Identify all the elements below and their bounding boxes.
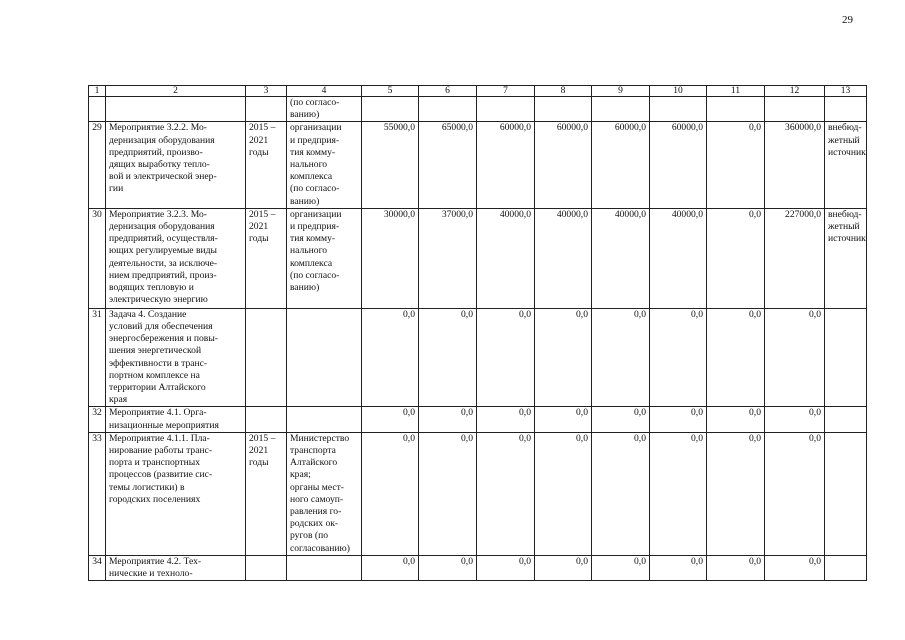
col-header: 1: [89, 86, 106, 97]
period-cell: [246, 432, 287, 555]
amount-cell: [535, 97, 592, 122]
row-number: 33: [89, 432, 106, 555]
text-line: дернизация оборудования: [109, 134, 215, 146]
text-line: источник: [828, 233, 866, 245]
col-header: 5: [362, 86, 419, 97]
amount-cell: 0,0: [765, 555, 825, 580]
row-number: 31: [89, 308, 106, 407]
text-line: комплекса: [290, 171, 333, 183]
text-line: края;: [290, 469, 311, 481]
text-line: ющих регулируемые виды: [109, 245, 217, 257]
measure-description: [106, 407, 246, 432]
amount-cell: 0,0: [419, 432, 477, 555]
funding-source-cell: [825, 555, 867, 580]
amount-cell: 0,0: [765, 432, 825, 555]
text-line: организации: [290, 122, 342, 134]
period-cell: [246, 208, 287, 308]
text-line: предприятий, произво-: [109, 146, 203, 158]
col-header: 3: [246, 86, 287, 97]
executor-cell: [287, 208, 362, 308]
text-line: низационные мероприятия: [109, 419, 219, 431]
amount-cell: 0,0: [362, 432, 419, 555]
col-header: 4: [287, 86, 362, 97]
text-line: Мероприятие 4.1.1. Пла-: [109, 432, 210, 444]
col-header: 10: [650, 86, 707, 97]
text-line: комплекса: [290, 257, 333, 269]
amount-cell: 0,0: [477, 407, 535, 432]
amount-cell: 0,0: [535, 555, 592, 580]
funding-source-cell: [825, 208, 867, 308]
amount-cell: 0,0: [650, 407, 707, 432]
row-number: 34: [89, 555, 106, 580]
table-row: [89, 432, 867, 555]
text-line: источник: [828, 146, 866, 158]
text-line: ванию): [290, 195, 320, 207]
funding-source-cell: [825, 308, 867, 407]
executor-cell: [287, 122, 362, 208]
text-line: энергосбережения и повы-: [109, 333, 218, 345]
text-line: годы: [249, 233, 269, 245]
text-line: согласованию): [290, 542, 350, 554]
text-line: 2021: [249, 445, 269, 457]
text-line: годы: [249, 457, 269, 469]
executor-cell: [287, 555, 362, 580]
text-line: (по согласо-: [290, 269, 340, 281]
text-line: эффективности в транс-: [109, 357, 208, 369]
amount-cell: 55000,0: [362, 122, 419, 208]
text-line: равления го-: [290, 506, 342, 518]
amount-cell: 0,0: [592, 407, 650, 432]
text-line: Алтайского: [290, 457, 338, 469]
text-line: условий для обеспечения: [109, 321, 213, 333]
funding-source-cell: [825, 432, 867, 555]
amount-cell: 0,0: [419, 555, 477, 580]
amount-cell: [707, 97, 765, 122]
table-row: [89, 308, 867, 407]
col-header: 8: [535, 86, 592, 97]
executor-cell: [287, 432, 362, 555]
amount-cell: 0,0: [477, 555, 535, 580]
text-line: родских ок-: [290, 518, 339, 530]
col-header: 9: [592, 86, 650, 97]
period-cell: [246, 122, 287, 208]
text-line: предприятий, осуществля-: [109, 233, 218, 245]
funding-source-cell: [825, 122, 867, 208]
amount-cell: 227000,0: [765, 208, 825, 308]
text-line: вой и электрической энер-: [109, 171, 217, 183]
period-cell: [246, 555, 287, 580]
amount-cell: 0,0: [362, 407, 419, 432]
text-line: внебюд-: [828, 122, 862, 134]
table-row: [89, 407, 867, 432]
measure-description: [106, 97, 246, 122]
amount-cell: 360000,0: [765, 122, 825, 208]
text-line: Министерство: [290, 432, 350, 444]
text-line: тия комму-: [290, 146, 336, 158]
amount-cell: 0,0: [419, 407, 477, 432]
text-line: и предприя-: [290, 134, 340, 146]
amount-cell: 0,0: [477, 432, 535, 555]
text-line: темы логистики) в: [109, 481, 185, 493]
amount-cell: [592, 97, 650, 122]
funding-source-cell: [825, 97, 867, 122]
amount-cell: 0,0: [707, 308, 765, 407]
program-table: [88, 85, 867, 581]
text-line: 2021: [249, 221, 269, 233]
amount-cell: 0,0: [535, 308, 592, 407]
text-line: Мероприятие 4.1. Орга-: [109, 407, 207, 419]
text-line: городских поселениях: [109, 493, 201, 505]
table-row: [89, 555, 867, 580]
column-header-row: [89, 86, 867, 97]
text-line: ванию): [290, 109, 320, 121]
text-line: 2015 –: [249, 122, 276, 134]
text-line: нием предприятий, произ-: [109, 269, 217, 281]
text-line: внебюд-: [828, 208, 862, 220]
text-line: транспорта: [290, 445, 336, 457]
measure-description: [106, 555, 246, 580]
amount-cell: [765, 97, 825, 122]
executor-cell: [287, 97, 362, 122]
amount-cell: 0,0: [362, 555, 419, 580]
amount-cell: 40000,0: [477, 208, 535, 308]
measure-description: [106, 308, 246, 407]
amount-cell: 30000,0: [362, 208, 419, 308]
amount-cell: 0,0: [419, 308, 477, 407]
text-line: (по согласо-: [290, 97, 340, 108]
text-line: дящих выработку тепло-: [109, 159, 210, 171]
amount-cell: 0,0: [650, 555, 707, 580]
amount-cell: [477, 97, 535, 122]
text-line: (по согласо-: [290, 183, 340, 195]
col-header: 11: [707, 86, 765, 97]
table-row: [89, 97, 867, 122]
executor-cell: [287, 407, 362, 432]
amount-cell: 60000,0: [592, 122, 650, 208]
amount-cell: 0,0: [592, 432, 650, 555]
text-line: нального: [290, 245, 328, 257]
text-line: 2015 –: [249, 208, 276, 220]
text-line: территории Алтайского: [109, 382, 206, 394]
amount-cell: 40000,0: [592, 208, 650, 308]
period-cell: [246, 407, 287, 432]
col-header: 2: [106, 86, 246, 97]
amount-cell: 0,0: [592, 308, 650, 407]
amount-cell: [362, 97, 419, 122]
text-line: шения энергетической: [109, 345, 202, 357]
text-line: нические и техноло-: [109, 568, 193, 580]
text-line: и предприя-: [290, 221, 340, 233]
text-line: дернизация оборудования: [109, 221, 215, 233]
col-header: 7: [477, 86, 535, 97]
amount-cell: 60000,0: [477, 122, 535, 208]
text-line: ванию): [290, 282, 320, 294]
amount-cell: 0,0: [650, 432, 707, 555]
amount-cell: 0,0: [535, 407, 592, 432]
text-line: органы мест-: [290, 481, 344, 493]
amount-cell: 40000,0: [650, 208, 707, 308]
text-line: Мероприятие 3.2.3. Мо-: [109, 208, 207, 220]
amount-cell: 0,0: [535, 432, 592, 555]
executor-cell: [287, 308, 362, 407]
amount-cell: 0,0: [765, 308, 825, 407]
amount-cell: 0,0: [707, 432, 765, 555]
text-line: 2015 –: [249, 432, 276, 444]
text-line: жетный: [828, 134, 860, 146]
measure-description: [106, 122, 246, 208]
amount-cell: 0,0: [707, 122, 765, 208]
amount-cell: 65000,0: [419, 122, 477, 208]
text-line: процессов (развитие сис-: [109, 469, 213, 481]
amount-cell: 0,0: [592, 555, 650, 580]
amount-cell: [650, 97, 707, 122]
amount-cell: 37000,0: [419, 208, 477, 308]
amount-cell: 0,0: [707, 555, 765, 580]
text-line: края: [109, 394, 128, 406]
amount-cell: [419, 97, 477, 122]
text-line: Мероприятие 3.2.2. Мо-: [109, 122, 207, 134]
text-line: годы: [249, 146, 269, 158]
amount-cell: 0,0: [707, 208, 765, 308]
amount-cell: 0,0: [362, 308, 419, 407]
text-line: нального: [290, 159, 328, 171]
table-row: [89, 208, 867, 308]
amount-cell: 0,0: [650, 308, 707, 407]
text-line: ругов (по: [290, 530, 329, 542]
row-number: 30: [89, 208, 106, 308]
text-line: порта и транспортных: [109, 457, 201, 469]
text-line: деятельности, за исключе-: [109, 257, 218, 269]
measure-description: [106, 432, 246, 555]
period-cell: [246, 308, 287, 407]
text-line: водящих тепловую и: [109, 282, 194, 294]
amount-cell: 60000,0: [535, 122, 592, 208]
period-cell: [246, 97, 287, 122]
text-line: электрическую энергию: [109, 294, 208, 306]
amount-cell: 0,0: [477, 308, 535, 407]
text-line: гии: [109, 183, 124, 195]
col-header: 12: [765, 86, 825, 97]
text-line: Мероприятие 4.2. Тех-: [109, 555, 202, 567]
amount-cell: 0,0: [707, 407, 765, 432]
table-row: [89, 122, 867, 208]
row-number: 32: [89, 407, 106, 432]
amount-cell: 40000,0: [535, 208, 592, 308]
text-line: жетный: [828, 221, 860, 233]
text-line: Задача 4. Создание: [109, 308, 187, 320]
col-header: 13: [825, 86, 867, 97]
text-line: нирование работы транс-: [109, 445, 213, 457]
amount-cell: 60000,0: [650, 122, 707, 208]
row-number: [89, 97, 106, 122]
text-line: ного самоуп-: [290, 493, 344, 505]
text-line: организации: [290, 208, 342, 220]
funding-source-cell: [825, 407, 867, 432]
text-line: портном комплексе на: [109, 369, 200, 381]
amount-cell: 0,0: [765, 407, 825, 432]
text-line: тия комму-: [290, 233, 336, 245]
col-header: 6: [419, 86, 477, 97]
measure-description: [106, 208, 246, 308]
row-number: 29: [89, 122, 106, 208]
text-line: 2021: [249, 134, 269, 146]
page-number: 29: [842, 14, 853, 26]
